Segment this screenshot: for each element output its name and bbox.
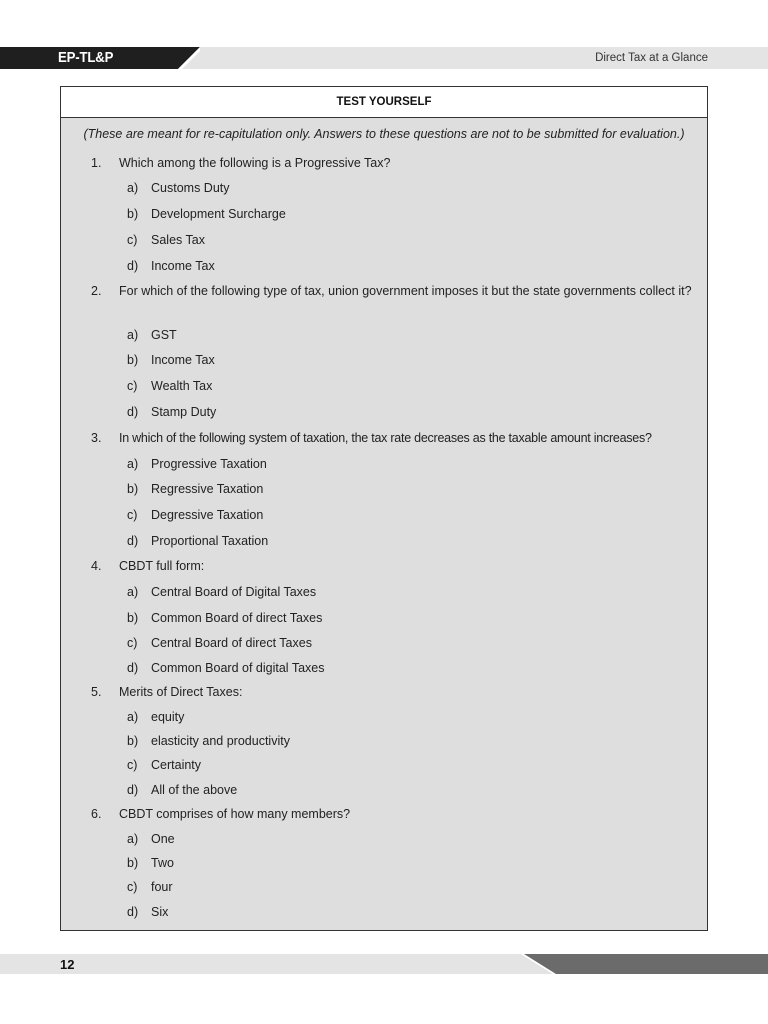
- option-2b: b) Income Tax: [127, 353, 215, 367]
- test-yourself-box: [60, 86, 708, 931]
- question-text: In which of the following system of taxation, the tax rate decreases as the taxable amount increases?: [119, 431, 652, 445]
- option-1d: d) Income Tax: [127, 259, 215, 273]
- question-number: 5.: [91, 685, 102, 699]
- option-2a: a) GST: [127, 328, 177, 342]
- option-4d: d) Common Board of digital Taxes: [127, 661, 325, 675]
- page-number: 12: [60, 957, 75, 972]
- option-3c: c) Degressive Taxation: [127, 508, 264, 522]
- question-6: [91, 805, 699, 823]
- question-number: 1.: [91, 156, 102, 170]
- footer-accent: [520, 954, 768, 974]
- question-1: [91, 154, 699, 172]
- option-1c: c) Sales Tax: [127, 233, 205, 247]
- question-text: Which among the following is a Progressive Tax?: [119, 156, 391, 170]
- question-text: For which of the following type of tax, union government imposes it but the state governments collect it?: [119, 284, 692, 298]
- option-1a: a) Customs Duty: [127, 181, 230, 195]
- option-3b: b) Regressive Taxation: [127, 482, 264, 496]
- question-4: [91, 557, 699, 575]
- option-6a: a) One: [127, 832, 175, 846]
- option-6d: d) Six: [127, 905, 169, 919]
- option-5d: d) All of the above: [127, 783, 238, 797]
- option-1b: b) Development Surcharge: [127, 207, 286, 221]
- option-6c: c) four: [127, 880, 173, 894]
- question-number: 3.: [91, 431, 102, 445]
- question-5: [91, 683, 699, 701]
- question-text: Merits of Direct Taxes:: [119, 685, 243, 699]
- option-5c: c) Certainty: [127, 758, 202, 772]
- box-note: (These are meant for re-capitulation only. Answers to these questions are not to be submitted for evaluation.): [83, 127, 685, 141]
- option-5a: a) equity: [127, 710, 185, 724]
- option-4b: b) Common Board of direct Taxes: [127, 611, 323, 625]
- course-code: EP-TL&P: [58, 49, 114, 66]
- option-3d: d) Proportional Taxation: [127, 534, 269, 548]
- question-number: 2.: [91, 284, 102, 298]
- running-title: Direct Tax at a Glance: [595, 52, 708, 64]
- question-number: 4.: [91, 559, 102, 573]
- option-4c: c) Central Board of direct Taxes: [127, 636, 312, 650]
- question-number: 6.: [91, 807, 102, 821]
- question-text: CBDT full form:: [119, 559, 205, 573]
- option-5b: b) elasticity and productivity: [127, 734, 290, 748]
- question-3: [91, 429, 699, 447]
- question-2: [91, 282, 699, 300]
- option-4a: a) Central Board of Digital Taxes: [127, 585, 317, 599]
- option-2d: d) Stamp Duty: [127, 405, 217, 419]
- box-title: TEST YOURSELF: [61, 87, 707, 118]
- option-2c: c) Wealth Tax: [127, 379, 213, 393]
- question-text: CBDT comprises of how many members?: [119, 807, 351, 821]
- option-3a: a) Progressive Taxation: [127, 457, 267, 471]
- option-6b: b) Two: [127, 856, 174, 870]
